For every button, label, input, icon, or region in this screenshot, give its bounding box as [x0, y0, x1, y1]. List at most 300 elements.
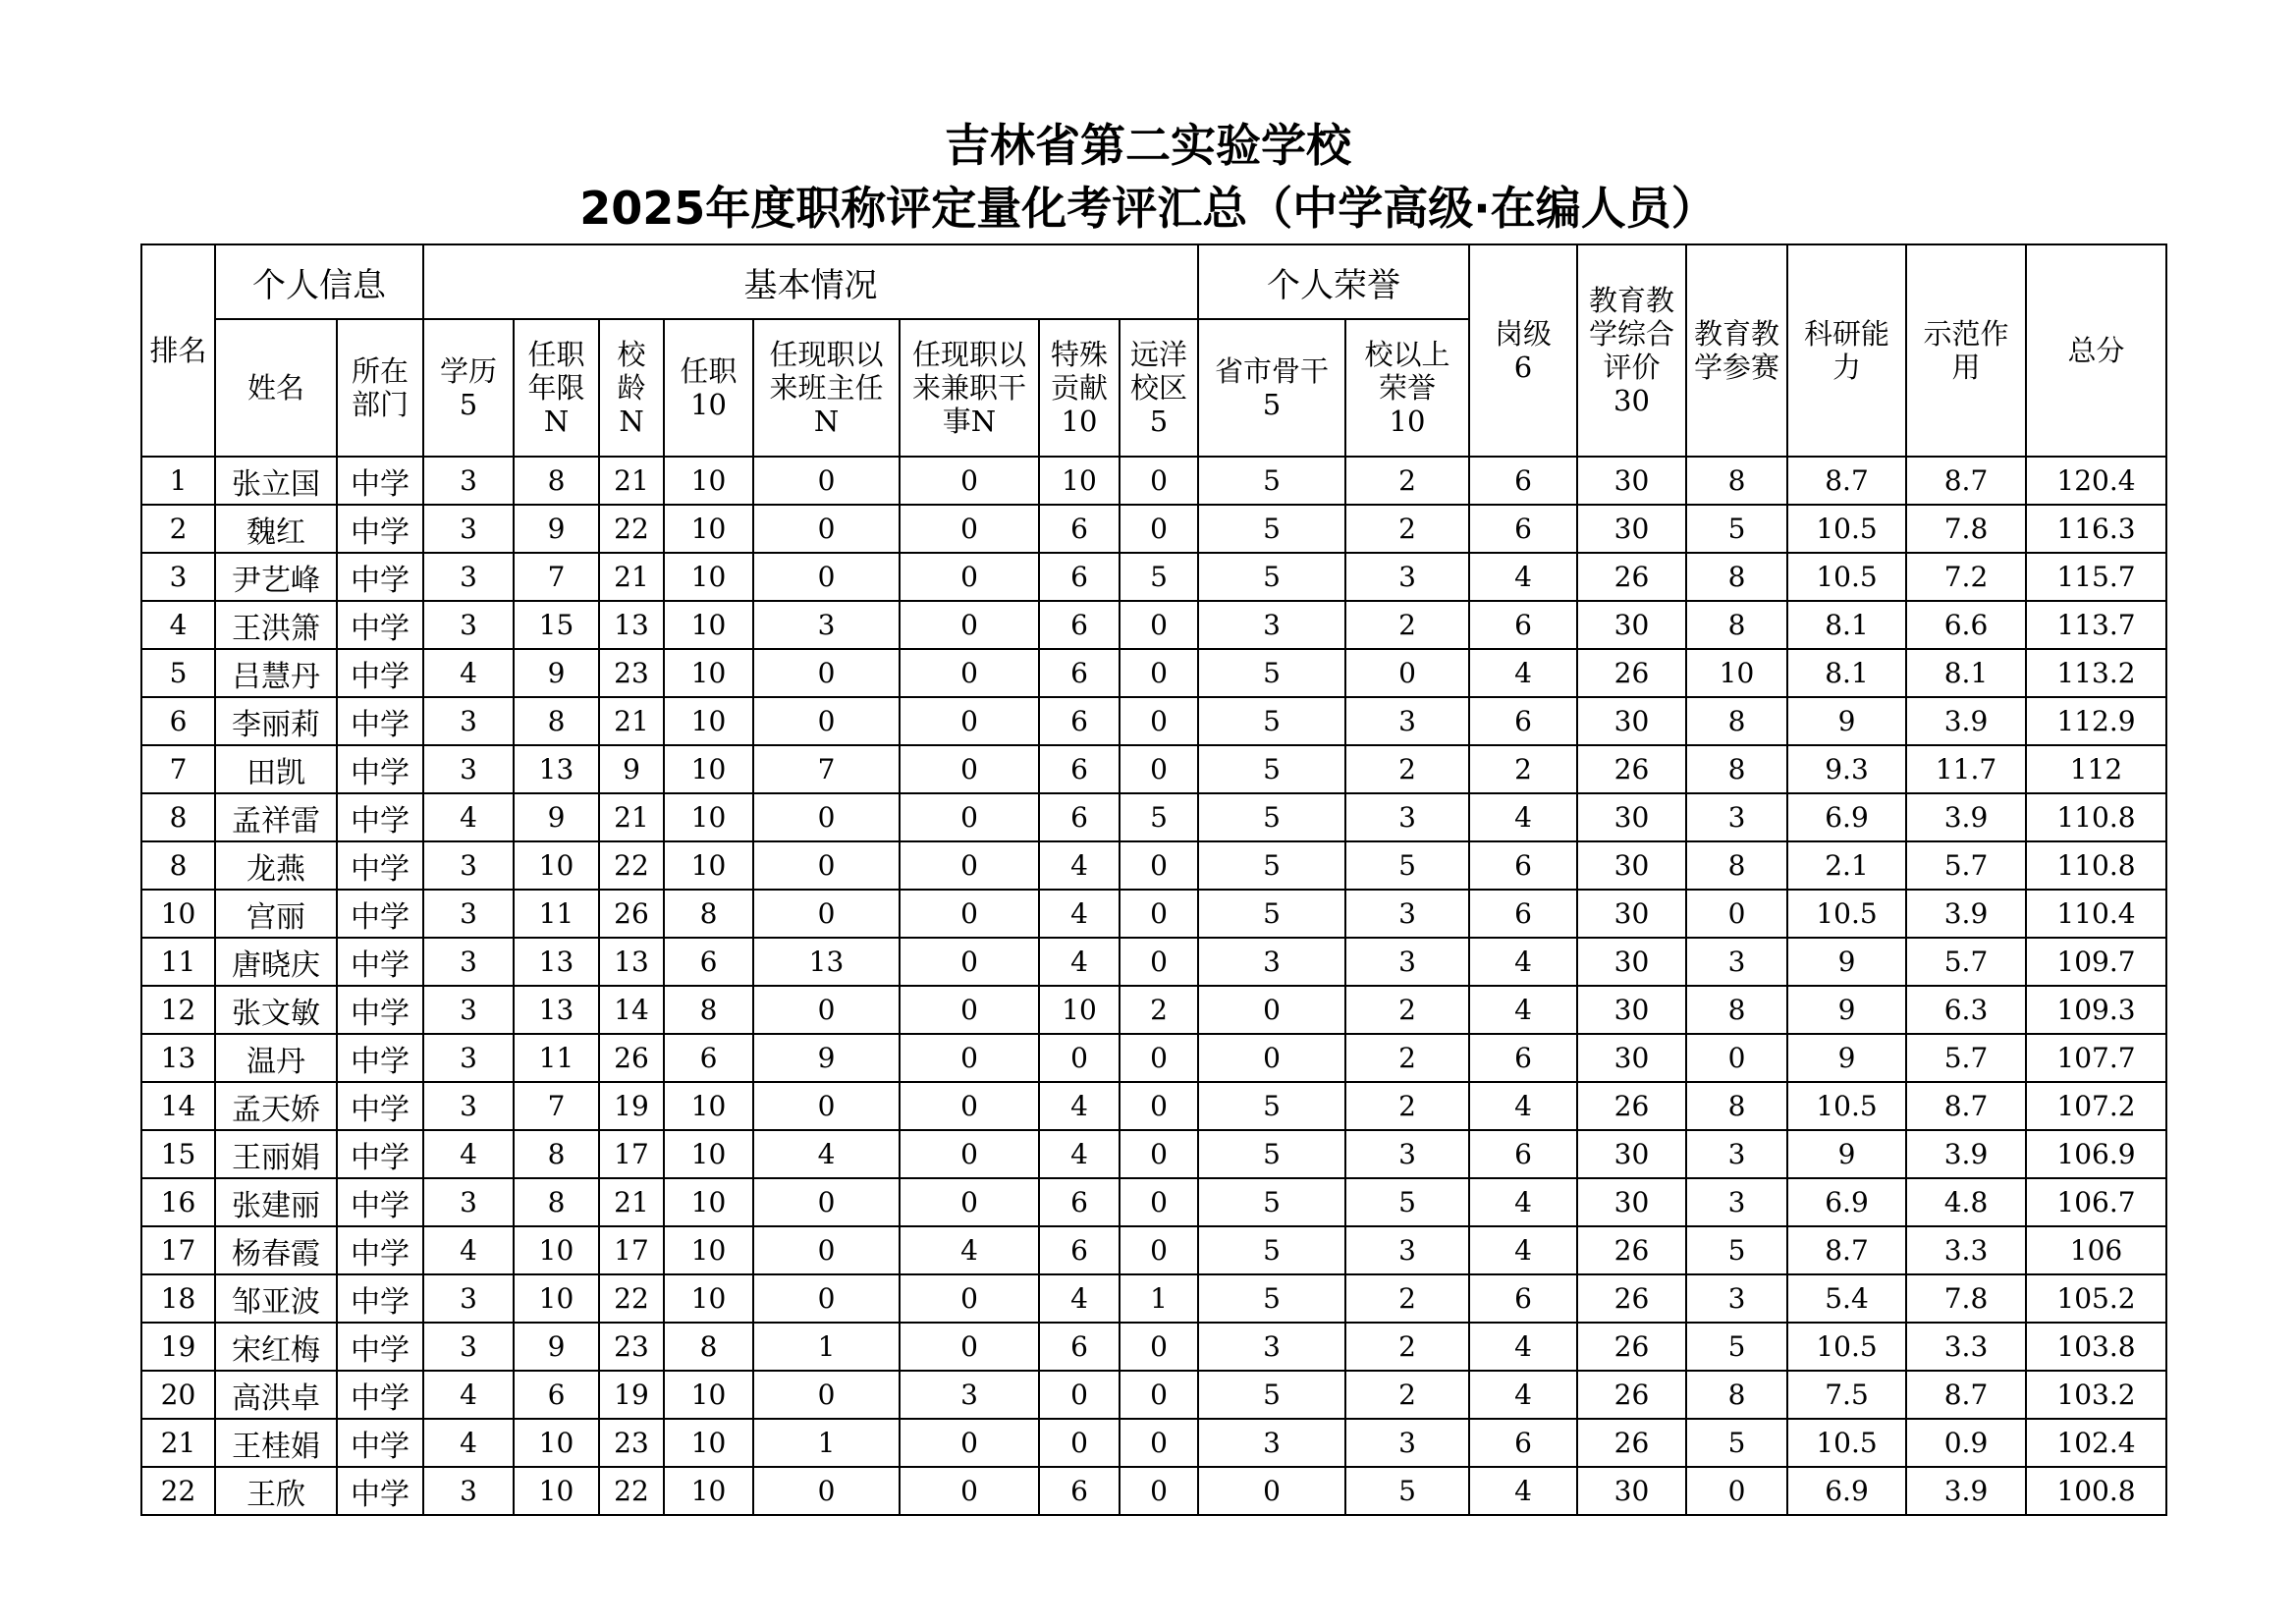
table-cell: 19 — [599, 1082, 664, 1130]
table-cell: 103.8 — [2026, 1323, 2166, 1371]
table-cell: 8 — [1686, 553, 1787, 601]
table-cell: 3 — [423, 505, 514, 553]
header-homeroom: 任现职以 来班主任 N — [753, 319, 900, 457]
table-cell: 2 — [1345, 1274, 1469, 1323]
table-cell: 5 — [1198, 841, 1345, 890]
table-cell: 10 — [664, 1226, 753, 1274]
table-cell: 115.7 — [2026, 553, 2166, 601]
header-post-level: 岗级 6 — [1469, 244, 1577, 457]
table-cell: 0 — [1120, 1467, 1198, 1515]
table-cell: 3.9 — [1906, 697, 2026, 745]
table-cell: 7 — [141, 745, 215, 793]
table-cell: 中学 — [337, 1082, 423, 1130]
header-special: 特殊 贡献 10 — [1039, 319, 1120, 457]
table-cell: 0 — [1686, 1467, 1787, 1515]
table-cell: 6 — [1469, 457, 1577, 505]
table-cell: 13 — [514, 745, 599, 793]
table-cell: 8 — [514, 1130, 599, 1178]
table-cell: 9 — [1787, 986, 1906, 1034]
table-cell: 0 — [900, 1130, 1039, 1178]
table-cell: 9 — [514, 505, 599, 553]
table-cell: 8.7 — [1906, 1082, 2026, 1130]
table-cell: 13 — [514, 938, 599, 986]
table-cell: 17 — [599, 1226, 664, 1274]
table-cell: 2 — [1345, 505, 1469, 553]
table-cell: 17 — [141, 1226, 215, 1274]
table-cell: 0 — [1120, 1226, 1198, 1274]
table-cell: 中学 — [337, 1226, 423, 1274]
table-cell: 30 — [1577, 841, 1686, 890]
table-cell: 10 — [664, 1130, 753, 1178]
table-cell: 5.7 — [1906, 1034, 2026, 1082]
table-cell: 110.8 — [2026, 841, 2166, 890]
table-cell: 8 — [141, 793, 215, 841]
table-cell: 21 — [599, 457, 664, 505]
header-total: 总分 — [2026, 244, 2166, 457]
table-cell: 10 — [514, 1274, 599, 1323]
table-cell: 8.1 — [1787, 601, 1906, 649]
table-cell: 1 — [1120, 1274, 1198, 1323]
table-cell: 5 — [1686, 1226, 1787, 1274]
table-cell: 中学 — [337, 505, 423, 553]
table-cell: 0 — [753, 505, 900, 553]
table-cell: 21 — [599, 1178, 664, 1226]
table-cell: 6 — [1039, 1226, 1120, 1274]
table-cell: 8 — [1686, 1082, 1787, 1130]
cell-name: 温丹 — [215, 1034, 337, 1082]
table-cell: 26 — [599, 890, 664, 938]
table-cell: 6 — [1469, 1274, 1577, 1323]
table-cell: 0 — [1120, 1034, 1198, 1082]
table-cell: 2 — [1345, 457, 1469, 505]
header-competition: 教育教 学参赛 — [1686, 244, 1787, 457]
table-cell: 0 — [1120, 1130, 1198, 1178]
table-cell: 0 — [1120, 890, 1198, 938]
table-cell: 6 — [1469, 1419, 1577, 1467]
table-cell: 2 — [1345, 1082, 1469, 1130]
table-cell: 3 — [423, 841, 514, 890]
table-cell: 2 — [1469, 745, 1577, 793]
table-cell: 中学 — [337, 697, 423, 745]
table-cell: 5 — [1198, 1130, 1345, 1178]
table-cell: 10 — [514, 1467, 599, 1515]
table-cell: 4 — [753, 1130, 900, 1178]
table-cell: 4 — [423, 1226, 514, 1274]
table-cell: 8 — [514, 697, 599, 745]
table-cell: 2 — [1345, 1371, 1469, 1419]
table-cell: 5.7 — [1906, 938, 2026, 986]
table-cell: 0 — [753, 1274, 900, 1323]
table-row — [141, 553, 2166, 601]
table-cell: 3.9 — [1906, 890, 2026, 938]
table-row — [141, 1323, 2166, 1371]
table-row — [141, 457, 2166, 505]
table-cell: 3.9 — [1906, 793, 2026, 841]
cell-name: 龙燕 — [215, 841, 337, 890]
table-cell: 5 — [1120, 793, 1198, 841]
table-cell: 中学 — [337, 649, 423, 697]
table-cell: 1 — [753, 1323, 900, 1371]
table-cell: 21 — [599, 793, 664, 841]
table-cell: 5 — [1198, 890, 1345, 938]
table-cell: 106 — [2026, 1226, 2166, 1274]
cell-name: 杨春霞 — [215, 1226, 337, 1274]
table-cell: 3 — [1686, 1178, 1787, 1226]
table-cell: 120.4 — [2026, 457, 2166, 505]
table-cell: 8.7 — [1906, 1371, 2026, 1419]
table-cell: 5.7 — [1906, 841, 2026, 890]
table-cell: 3 — [1345, 793, 1469, 841]
table-cell: 10 — [664, 841, 753, 890]
table-cell: 中学 — [337, 1130, 423, 1178]
table-cell: 10 — [664, 793, 753, 841]
table-cell: 0 — [1198, 1034, 1345, 1082]
table-cell: 5 — [1198, 553, 1345, 601]
table-cell: 0 — [900, 1034, 1039, 1082]
table-cell: 3 — [1686, 1130, 1787, 1178]
table-cell: 8 — [1686, 457, 1787, 505]
table-cell: 1 — [753, 1419, 900, 1467]
table-cell: 110.4 — [2026, 890, 2166, 938]
table-cell: 8 — [141, 841, 215, 890]
table-cell: 10 — [664, 601, 753, 649]
table-cell: 6 — [664, 1034, 753, 1082]
table-cell: 2 — [1345, 745, 1469, 793]
table-cell: 11 — [514, 1034, 599, 1082]
table-cell: 3 — [423, 1034, 514, 1082]
table-cell: 8.7 — [1906, 457, 2026, 505]
table-cell: 9 — [514, 1323, 599, 1371]
table-cell: 3 — [1686, 1274, 1787, 1323]
cell-name: 王桂娟 — [215, 1419, 337, 1467]
table-cell: 105.2 — [2026, 1274, 2166, 1323]
table-cell: 10 — [664, 1274, 753, 1323]
table-cell: 6 — [1039, 553, 1120, 601]
table-cell: 4 — [1469, 986, 1577, 1034]
table-cell: 0 — [1120, 505, 1198, 553]
table-cell: 113.2 — [2026, 649, 2166, 697]
table-cell: 103.2 — [2026, 1371, 2166, 1419]
table-cell: 30 — [1577, 938, 1686, 986]
table-cell: 30 — [1577, 1467, 1686, 1515]
table-cell: 9 — [599, 745, 664, 793]
table-cell: 6 — [1039, 649, 1120, 697]
table-row — [141, 841, 2166, 890]
evaluation-table — [140, 243, 2167, 1516]
table-cell: 中学 — [337, 1371, 423, 1419]
table-cell: 30 — [1577, 1130, 1686, 1178]
table-cell: 22 — [599, 1274, 664, 1323]
table-cell: 6.9 — [1787, 1467, 1906, 1515]
table-cell: 22 — [599, 505, 664, 553]
table-cell: 21 — [599, 553, 664, 601]
table-cell: 中学 — [337, 986, 423, 1034]
table-cell: 中学 — [337, 841, 423, 890]
table-cell: 100.8 — [2026, 1467, 2166, 1515]
table-row — [141, 697, 2166, 745]
table-cell: 8 — [1686, 697, 1787, 745]
table-cell: 5 — [1686, 505, 1787, 553]
table-cell: 17 — [599, 1130, 664, 1178]
table-cell: 21 — [141, 1419, 215, 1467]
table-row — [141, 793, 2166, 841]
table-cell: 0 — [900, 1274, 1039, 1323]
table-cell: 30 — [1577, 457, 1686, 505]
table-cell: 3 — [423, 601, 514, 649]
table-cell: 4 — [1039, 1130, 1120, 1178]
table-cell: 3.3 — [1906, 1323, 2026, 1371]
table-cell: 106.9 — [2026, 1130, 2166, 1178]
table-cell: 5 — [1198, 1274, 1345, 1323]
cell-name: 张文敏 — [215, 986, 337, 1034]
table-cell: 13 — [753, 938, 900, 986]
table-cell: 6.3 — [1906, 986, 2026, 1034]
table-cell: 9 — [753, 1034, 900, 1082]
table-cell: 0 — [1120, 1323, 1198, 1371]
table-cell: 中学 — [337, 793, 423, 841]
table-cell: 5 — [1198, 1371, 1345, 1419]
table-cell: 中学 — [337, 1467, 423, 1515]
table-cell: 10 — [141, 890, 215, 938]
table-cell: 11 — [141, 938, 215, 986]
table-cell: 0 — [1120, 1178, 1198, 1226]
table-cell: 3.3 — [1906, 1226, 2026, 1274]
table-cell: 3 — [1686, 793, 1787, 841]
table-cell: 6.9 — [1787, 1178, 1906, 1226]
table-cell: 6 — [1469, 890, 1577, 938]
table-cell: 0 — [753, 1082, 900, 1130]
table-cell: 3 — [423, 553, 514, 601]
table-cell: 0 — [1120, 697, 1198, 745]
table-cell: 23 — [599, 649, 664, 697]
table-cell: 3.9 — [1906, 1467, 2026, 1515]
table-cell: 8.7 — [1787, 1226, 1906, 1274]
table-cell: 4 — [1469, 1082, 1577, 1130]
table-cell: 109.3 — [2026, 986, 2166, 1034]
table-row — [141, 1130, 2166, 1178]
table-cell: 0 — [900, 553, 1039, 601]
table-cell: 4 — [423, 649, 514, 697]
table-cell: 110.8 — [2026, 793, 2166, 841]
table-cell: 26 — [1577, 745, 1686, 793]
table-cell: 4 — [900, 1226, 1039, 1274]
table-cell: 14 — [141, 1082, 215, 1130]
table-cell: 3 — [1198, 938, 1345, 986]
table-cell: 23 — [599, 1419, 664, 1467]
table-cell: 8 — [664, 1323, 753, 1371]
table-cell: 13 — [599, 938, 664, 986]
header-admin: 任现职以 来兼职干 事N — [900, 319, 1039, 457]
cell-name: 王洪箫 — [215, 601, 337, 649]
table-cell: 6.6 — [1906, 601, 2026, 649]
table-cell: 10 — [514, 1419, 599, 1467]
cell-name: 张立国 — [215, 457, 337, 505]
table-cell: 3 — [141, 553, 215, 601]
table-cell: 10 — [664, 553, 753, 601]
table-cell: 26 — [1577, 1419, 1686, 1467]
table-cell: 102.4 — [2026, 1419, 2166, 1467]
header-school-age: 校 龄 N — [599, 319, 664, 457]
table-cell: 0 — [1120, 1082, 1198, 1130]
table-cell: 5 — [1120, 553, 1198, 601]
table-cell: 2 — [1345, 1323, 1469, 1371]
table-cell: 中学 — [337, 1178, 423, 1226]
table-cell: 0 — [1120, 938, 1198, 986]
table-cell: 6 — [141, 697, 215, 745]
table-cell: 6 — [1039, 1467, 1120, 1515]
table-cell: 5 — [1198, 457, 1345, 505]
table-cell: 11 — [514, 890, 599, 938]
cell-name: 唐晓庆 — [215, 938, 337, 986]
table-cell: 0 — [900, 457, 1039, 505]
table-row — [141, 1034, 2166, 1082]
table-cell: 107.2 — [2026, 1082, 2166, 1130]
table-cell: 2 — [141, 505, 215, 553]
table-cell: 0 — [900, 1467, 1039, 1515]
table-cell: 4 — [1469, 793, 1577, 841]
table-cell: 6 — [1469, 697, 1577, 745]
table-cell: 4 — [1469, 1178, 1577, 1226]
table-cell: 6 — [664, 938, 753, 986]
table-cell: 10 — [664, 1178, 753, 1226]
table-cell: 9 — [514, 793, 599, 841]
table-cell: 9 — [1787, 1130, 1906, 1178]
table-cell: 4 — [1039, 938, 1120, 986]
table-cell: 3 — [423, 1467, 514, 1515]
table-cell: 26 — [1577, 553, 1686, 601]
table-cell: 2 — [1345, 601, 1469, 649]
table-cell: 22 — [599, 1467, 664, 1515]
table-cell: 4 — [1039, 841, 1120, 890]
table-cell: 8 — [1686, 745, 1787, 793]
table-cell: 0 — [900, 1419, 1039, 1467]
table-cell: 0 — [1039, 1419, 1120, 1467]
table-cell: 3.9 — [1906, 1130, 2026, 1178]
cell-name: 张建丽 — [215, 1178, 337, 1226]
table-cell: 15 — [514, 601, 599, 649]
cell-name: 王欣 — [215, 1467, 337, 1515]
table-cell: 0 — [1198, 1467, 1345, 1515]
table-row — [141, 1419, 2166, 1467]
table-cell: 4 — [1039, 890, 1120, 938]
table-cell: 4 — [1039, 1082, 1120, 1130]
table-cell: 5 — [1198, 649, 1345, 697]
table-cell: 8 — [514, 1178, 599, 1226]
header-name: 姓名 — [215, 319, 337, 457]
table-cell: 0 — [900, 697, 1039, 745]
table-cell: 5 — [1198, 697, 1345, 745]
table-row — [141, 1467, 2166, 1515]
table-cell: 18 — [141, 1274, 215, 1323]
table-cell: 3 — [1345, 553, 1469, 601]
table-cell: 0 — [1120, 745, 1198, 793]
table-cell: 3 — [1345, 890, 1469, 938]
table-cell: 0 — [900, 793, 1039, 841]
table-cell: 7 — [514, 553, 599, 601]
header-tenure: 任职 年限 N — [514, 319, 599, 457]
table-cell: 0 — [753, 697, 900, 745]
table-cell: 中学 — [337, 601, 423, 649]
table-cell: 4 — [1469, 1226, 1577, 1274]
table-cell: 4 — [1469, 1323, 1577, 1371]
table-cell: 0 — [1120, 601, 1198, 649]
table-cell: 3 — [1198, 1323, 1345, 1371]
header-post: 任职 10 — [664, 319, 753, 457]
table-cell: 23 — [599, 1323, 664, 1371]
table-cell: 0 — [753, 1467, 900, 1515]
table-cell: 0 — [900, 1178, 1039, 1226]
table-cell: 15 — [141, 1130, 215, 1178]
table-cell: 30 — [1577, 986, 1686, 1034]
table-cell: 5 — [1198, 745, 1345, 793]
table-cell: 0.9 — [1906, 1419, 2026, 1467]
table-cell: 13 — [599, 601, 664, 649]
table-cell: 0 — [1686, 1034, 1787, 1082]
table-row — [141, 745, 2166, 793]
table-cell: 5 — [1198, 1178, 1345, 1226]
table-cell: 5 — [1198, 1082, 1345, 1130]
table-cell: 0 — [1039, 1371, 1120, 1419]
table-cell: 30 — [1577, 505, 1686, 553]
table-cell: 5 — [1345, 841, 1469, 890]
table-cell: 6 — [1039, 793, 1120, 841]
table-row — [141, 649, 2166, 697]
table-cell: 4 — [423, 1419, 514, 1467]
table-cell: 19 — [599, 1371, 664, 1419]
table-cell: 6 — [1039, 745, 1120, 793]
table-cell: 0 — [900, 505, 1039, 553]
header-rank: 排名 — [141, 244, 215, 457]
table-cell: 10 — [1039, 986, 1120, 1034]
table-cell: 5 — [1198, 505, 1345, 553]
table-cell: 0 — [753, 649, 900, 697]
table-cell: 0 — [1198, 986, 1345, 1034]
table-cell: 26 — [599, 1034, 664, 1082]
table-cell: 3 — [1345, 1419, 1469, 1467]
table-cell: 3 — [1345, 938, 1469, 986]
table-cell: 0 — [753, 1226, 900, 1274]
table-cell: 113.7 — [2026, 601, 2166, 649]
table-cell: 26 — [1577, 1082, 1686, 1130]
table-cell: 4 — [423, 793, 514, 841]
table-cell: 9 — [1787, 938, 1906, 986]
table-cell: 4.8 — [1906, 1178, 2026, 1226]
table-cell: 10 — [514, 1226, 599, 1274]
header-teaching-eval: 教育教 学综合 评价 30 — [1577, 244, 1686, 457]
table-cell: 13 — [141, 1034, 215, 1082]
header-demo: 示范作 用 — [1906, 244, 2026, 457]
table-cell: 0 — [753, 553, 900, 601]
table-cell: 8 — [1686, 601, 1787, 649]
table-cell: 3 — [1198, 601, 1345, 649]
table-cell: 6 — [1469, 601, 1577, 649]
header-ocean: 远洋 校区 5 — [1120, 319, 1198, 457]
table-cell: 0 — [900, 601, 1039, 649]
table-cell: 4 — [423, 1130, 514, 1178]
table-cell: 3 — [1686, 938, 1787, 986]
table-cell: 0 — [1039, 1034, 1120, 1082]
table-cell: 中学 — [337, 1274, 423, 1323]
table-cell: 0 — [1345, 649, 1469, 697]
cell-name: 宋红梅 — [215, 1323, 337, 1371]
table-row — [141, 1226, 2166, 1274]
table-cell: 112 — [2026, 745, 2166, 793]
table-cell: 10 — [664, 1467, 753, 1515]
table-row — [141, 1371, 2166, 1419]
table-cell: 5 — [1198, 1226, 1345, 1274]
table-cell: 8 — [664, 986, 753, 1034]
table-cell: 0 — [1120, 841, 1198, 890]
